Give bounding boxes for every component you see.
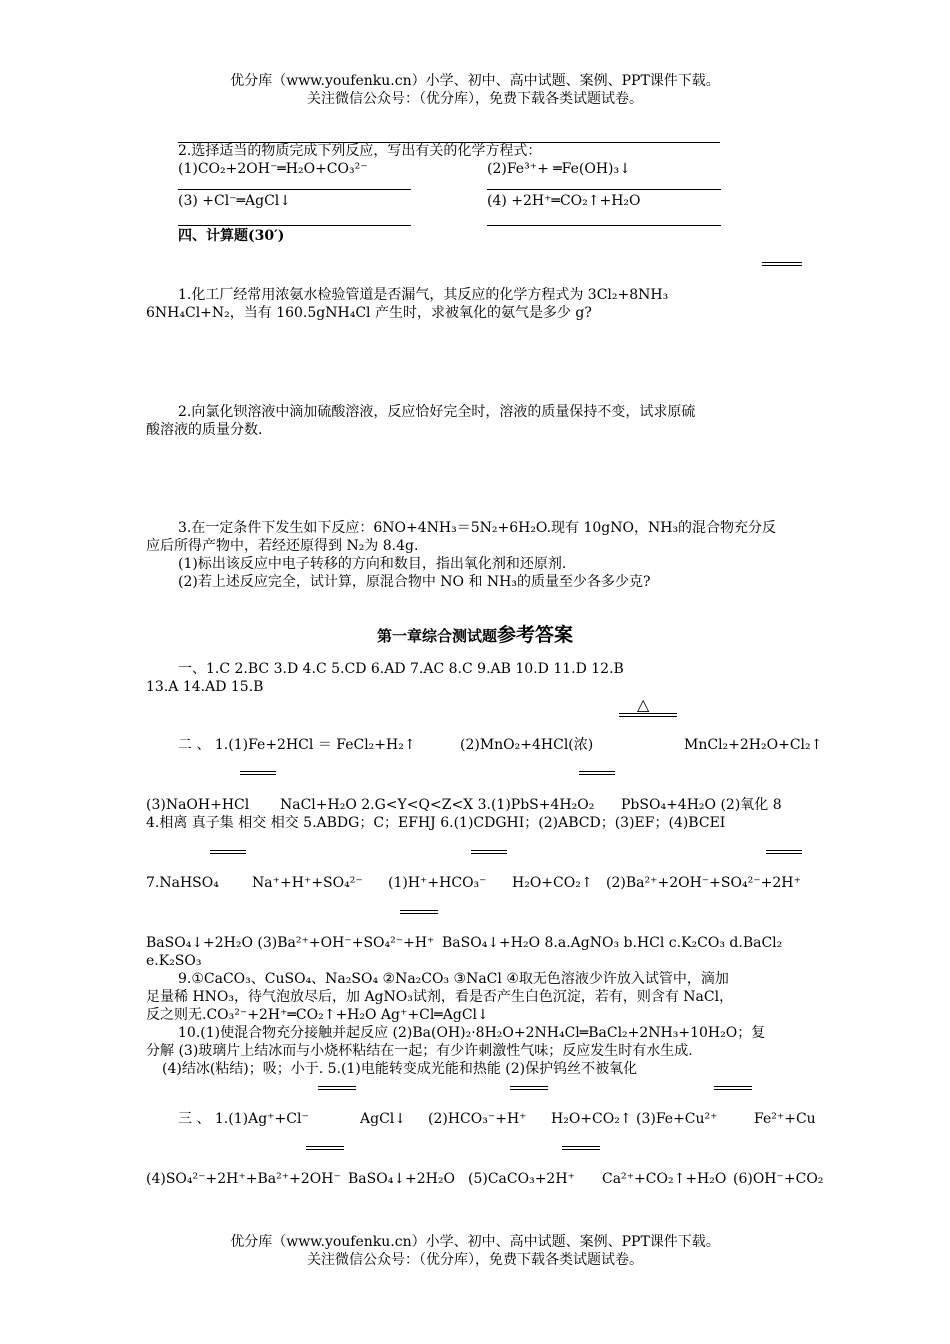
section-heading: 四、计算题(30′) [178, 228, 285, 244]
answer-rule [487, 189, 721, 190]
answers-q9-line-3: 反之则无.CO₃²⁻+2H⁺═CO₂↑+H₂O Ag⁺+Cl═AgCl↓ [146, 1007, 489, 1023]
answers-s3-r2-c: (5)CaCO₃+2H⁺ [468, 1171, 575, 1187]
heat-triangle-icon: △ [637, 695, 650, 714]
answer-rule [178, 225, 411, 226]
calc-q2-line-1: 2.向氯化钡溶液中滴加硫酸溶液，反应恰好完全时，溶液的质量保持不变，试求原硫 [178, 404, 696, 420]
answers-s2-r4-c: (1)H⁺+HCO₃⁻ [388, 875, 487, 891]
answer-rule [178, 189, 411, 190]
answers-q9-line-2: 足量稀 HNO₃，待气泡放尽后，加 AgNO₃试剂，看是否产生白色沉淀，若有，则含有 NaCl， [146, 989, 734, 1005]
answers-s1-line-1: 一、1.C 2.BC 3.D 4.C 5.CD 6.AD 7.AC 8.C 9.AB 10.D 11.D 12.B [178, 661, 624, 677]
answers-s2-r4-e: (2)Ba²⁺+2OH⁻+SO₄²⁻+2H⁺ [606, 875, 801, 891]
answers-s3-r2-d: Ca²⁺+CO₂↑+H₂O [602, 1171, 727, 1187]
answers-s3-c: (2)HCO₃⁻+H⁺ [428, 1111, 527, 1127]
answers-q10-line-2: 分解 (3)玻璃片上结冰而与小烧杯粘结在一起；有少许刺激性气味；反应发生时有水生成. [146, 1043, 693, 1059]
answers-s2-r5-b: BaSO₄↓+H₂O 8.a.AgNO₃ b.HCl c.K₂CO₃ d.BaCl₂ [442, 935, 783, 951]
answers-s3-a: 三 、 1.(1)Ag⁺+Cl⁻ [178, 1111, 309, 1127]
equals-mark [306, 1146, 344, 1150]
sub-question-2: (2)Fe³⁺+ ═Fe(OH)₃↓ [487, 161, 631, 177]
answers-s2-b: (2)MnO₂+4HCl(浓) [460, 737, 594, 753]
answers-s2-r3: 4.相离 真子集 相交 相交 5.ABDG；C；EFHJ 6.(1)CDGHI；(2)ABCD；(3)EF；(4)BCEI [146, 815, 726, 831]
answers-s3-r2-a: (4)SO₄²⁻+2H⁺+Ba²⁺+2OH⁻ [146, 1171, 341, 1187]
equals-mark [619, 713, 677, 717]
answers-s2-c: MnCl₂+2H₂O+Cl₂↑ [684, 737, 823, 753]
question-stem: 2.选择适当的物质完成下列反应，写出有关的化学方程式： [178, 143, 542, 159]
footer-line-1: 优分库（www.youfenku.cn）小学、初中、高中试题、案例、PPT课件下载。 [230, 1234, 720, 1250]
answer-rule [487, 225, 721, 226]
answers-q9-line-1: 9.①CaCO₃、CuSO₄、Na₂SO₄ ②Na₂CO₃ ③NaCl ④取无色溶液少许放入试管中，滴加 [178, 971, 729, 987]
answers-s2-r2-c: PbSO₄+4H₂O (2)氧化 8 [621, 797, 782, 813]
equals-mark [318, 1086, 356, 1090]
calc-q3-line-2: 应后所得产物中，若经还原得到 N₂为 8.4g. [146, 538, 419, 554]
header-line-2: 关注微信公众号：（优分库），免费下载各类试题试卷。 [307, 91, 643, 107]
calc-q2-line-2: 酸溶液的质量分数. [146, 422, 263, 438]
equals-mark [471, 850, 507, 854]
answers-s2-r2-a: (3)NaOH+HCl [146, 797, 250, 813]
equals-mark [400, 910, 438, 914]
answers-s3-f: Fe²⁺+Cu [754, 1111, 816, 1127]
equals-mark [510, 1086, 548, 1090]
answers-s3-d: H₂O+CO₂↑ [551, 1111, 632, 1127]
sub-question-3: (3) +Cl⁻═AgCl↓ [178, 193, 292, 209]
answers-s2-a: 二 、 1.(1)Fe+2HCl ＝ FeCl₂+H₂↑ [178, 737, 416, 753]
equals-mark [562, 1146, 600, 1150]
answers-s1-line-2: 13.A 14.AD 15.B [146, 679, 264, 695]
answers-s2-r4-d: H₂O+CO₂↑ [512, 875, 593, 891]
answers-s2-r2-b: NaCl+H₂O 2.G<Y<Q<Z<X 3.(1)PbS+4H₂O₂ [280, 797, 595, 813]
equals-mark [240, 771, 276, 775]
sub-question-1: (1)CO₂+2OH⁻═H₂O+CO₃²⁻ [178, 161, 368, 177]
calc-q3-line-1: 3.在一定条件下发生如下反应：6NO+4NH₃＝5N₂+6H₂O.现有 10gNO，NH₃的混合物充分反 [178, 520, 777, 536]
answers-s3-b: AgCl↓ [360, 1111, 406, 1127]
equals-mark [766, 850, 802, 854]
answers-s3-r2-e: (6)OH⁻+CO₂ [733, 1171, 824, 1187]
header-line-1: 优分库（www.youfenku.cn）小学、初中、高中试题、案例、PPT课件下载。 [230, 73, 720, 89]
calc-q1-line-2: 6NH₄Cl+N₂，当有 160.5gNH₄Cl 产生时，求被氧化的氨气是多少 g? [146, 305, 592, 321]
answers-q10-line-1: 10.(1)使混合物充分接触并起反应 (2)Ba(OH)₂·8H₂O+2NH₄Cl═BaCl₂+2NH₃+10H₂O；复 [178, 1025, 766, 1041]
answers-s2-r6: e.K₂SO₃ [146, 953, 202, 969]
answers-s2-r4-a: 7.NaHSO₄ [146, 875, 219, 891]
answers-title: 第一章综合测试题参考答案 [376, 624, 574, 646]
answers-q10-line-3: (4)结冰(粘结)；吸；小于. 5.(1)电能转变成光能和热能 (2)保护钨丝不被氧化 [162, 1061, 638, 1077]
equals-mark [714, 1086, 752, 1090]
calc-q3-line-4: (2)若上述反应完全，试计算，原混合物中 NO 和 NH₃的质量至少各多少克? [178, 574, 651, 590]
answers-s2-r5-a: BaSO₄↓+2H₂O (3)Ba²⁺+OH⁻+SO₄²⁻+H⁺ [146, 935, 435, 951]
equals-mark [579, 771, 615, 775]
footer-line-2: 关注微信公众号：（优分库），免费下载各类试题试卷。 [307, 1252, 643, 1268]
sub-question-4: (4) +2H⁺═CO₂↑+H₂O [487, 193, 641, 209]
equals-mark [762, 262, 802, 266]
calc-q1-line-1: 1.化工厂经常用浓氨水检验管道是否漏气，其反应的化学方程式为 3Cl₂+8NH₃ [178, 287, 669, 303]
answers-s3-r2-b: BaSO₄↓+2H₂O [348, 1171, 455, 1187]
answers-s2-r4-b: Na⁺+H⁺+SO₄²⁻ [252, 875, 363, 891]
equals-mark [210, 850, 246, 854]
answers-s3-e: (3)Fe+Cu²⁺ [636, 1111, 718, 1127]
calc-q3-line-3: (1)标出该反应中电子转移的方向和数目，指出氧化剂和还原剂. [178, 556, 567, 572]
